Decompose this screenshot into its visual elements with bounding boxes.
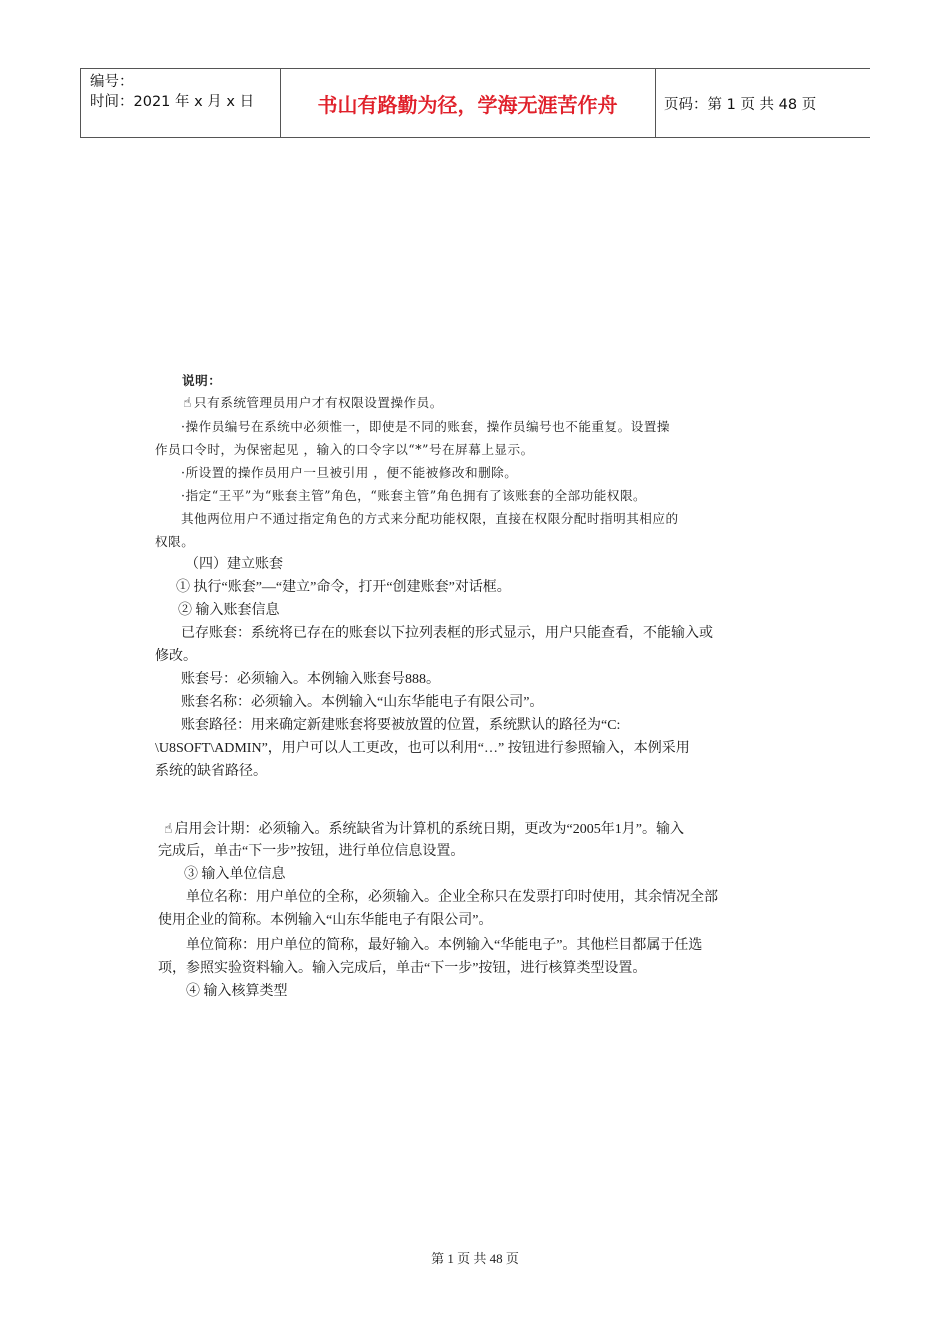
section-4-heading: （四）建立账套	[185, 557, 283, 572]
pointing-hand-icon: ☝	[164, 821, 173, 837]
start-period-b: 完成后，单击“下一步”按钮，进行单位信息设置。	[158, 844, 465, 859]
step-4: ④ 输入核算类型	[186, 984, 288, 999]
step-2: ② 输入账套信息	[178, 603, 280, 618]
unit-name-a: 单位名称：用户单位的全称，必须输入。企业全称只在发票打印时使用，其余情况全部	[186, 890, 718, 905]
note-p2a: ·操作员编号在系统中必须惟一，即使是不同的账套，操作员编号也不能重复。设置操	[181, 419, 670, 434]
note-p5a: 其他两位用户不通过指定角色的方式来分配功能权限，直接在权限分配时指明其相应的	[181, 511, 679, 526]
start-period-line	[164, 820, 684, 839]
existing-accounts-b: 修改。	[155, 649, 197, 664]
number-label: 编号：	[90, 74, 134, 90]
pointing-hand-icon: ☝	[183, 395, 193, 411]
note-p3: ·所设置的操作员用户一旦被引用 ，便不能被修改和删除。	[181, 465, 518, 480]
unit-abbr-a: 单位简称：用户单位的简称，最好输入。本例输入“华能电子”。其他栏目都属于任选	[186, 938, 703, 953]
note-p5b: 权限。	[155, 534, 195, 549]
time-label: 时间：2021 年 x 月 x 日	[90, 94, 255, 110]
note-heading: 说明：	[182, 373, 222, 388]
note-p1: 只有系统管理员用户才有权限设置操作员。	[194, 395, 443, 410]
page-footer: 第 1 页 共 48 页	[431, 1251, 519, 1266]
account-name: 账套名称：必须输入。本例输入“山东华能电子有限公司”。	[181, 695, 544, 710]
note-p2b: 作员口令时，为保密起见 ，输入的口令字以“*”号在屏幕上显示。	[155, 442, 534, 457]
unit-abbr-b: 项，参照实验资料输入。输入完成后，单击“下一步”按钮，进行核算类型设置。	[158, 961, 647, 976]
existing-accounts-a: 已存账套：系统将已存在的账套以下拉列表框的形式显示，用户只能查看，不能输入或	[181, 626, 713, 641]
motto: 书山有路勤为径，学海无涯苦作舟	[317, 92, 618, 117]
header-divider-2	[655, 69, 656, 137]
step-3: ③ 输入单位信息	[184, 867, 286, 882]
header-border-left	[80, 69, 81, 137]
step-1: ① 执行“账套”—“建立”命令，打开“创建账套”对话框。	[176, 580, 511, 595]
header-table	[80, 68, 870, 138]
unit-name-b: 使用企业的简称。本例输入“山东华能电子有限公司”。	[158, 913, 493, 928]
note-p1-line	[183, 394, 443, 412]
account-number: 账套号：必须输入。本例输入账套号888。	[181, 672, 440, 687]
page-label: 页码：第 1 页 共 48 页	[664, 96, 817, 113]
account-path-b: \U8SOFT\ADMIN”，用户可以人工更改，也可以利用“…” 按钮进行参照输入，本例采用	[155, 741, 690, 756]
start-period-a: 启用会计期：必须输入。系统缺省为计算机的系统日期，更改为“2005年1月”。输入	[174, 822, 684, 837]
account-path-c: 系统的缺省路径。	[155, 764, 267, 779]
account-path-a: 账套路径：用来确定新建账套将要被放置的位置，系统默认的路径为“C:	[181, 718, 621, 733]
header-meta	[90, 72, 254, 112]
note-p4: ·指定“王平”为“账套主管”角色，“账套主管”角色拥有了该账套的全部功能权限。	[181, 488, 647, 503]
